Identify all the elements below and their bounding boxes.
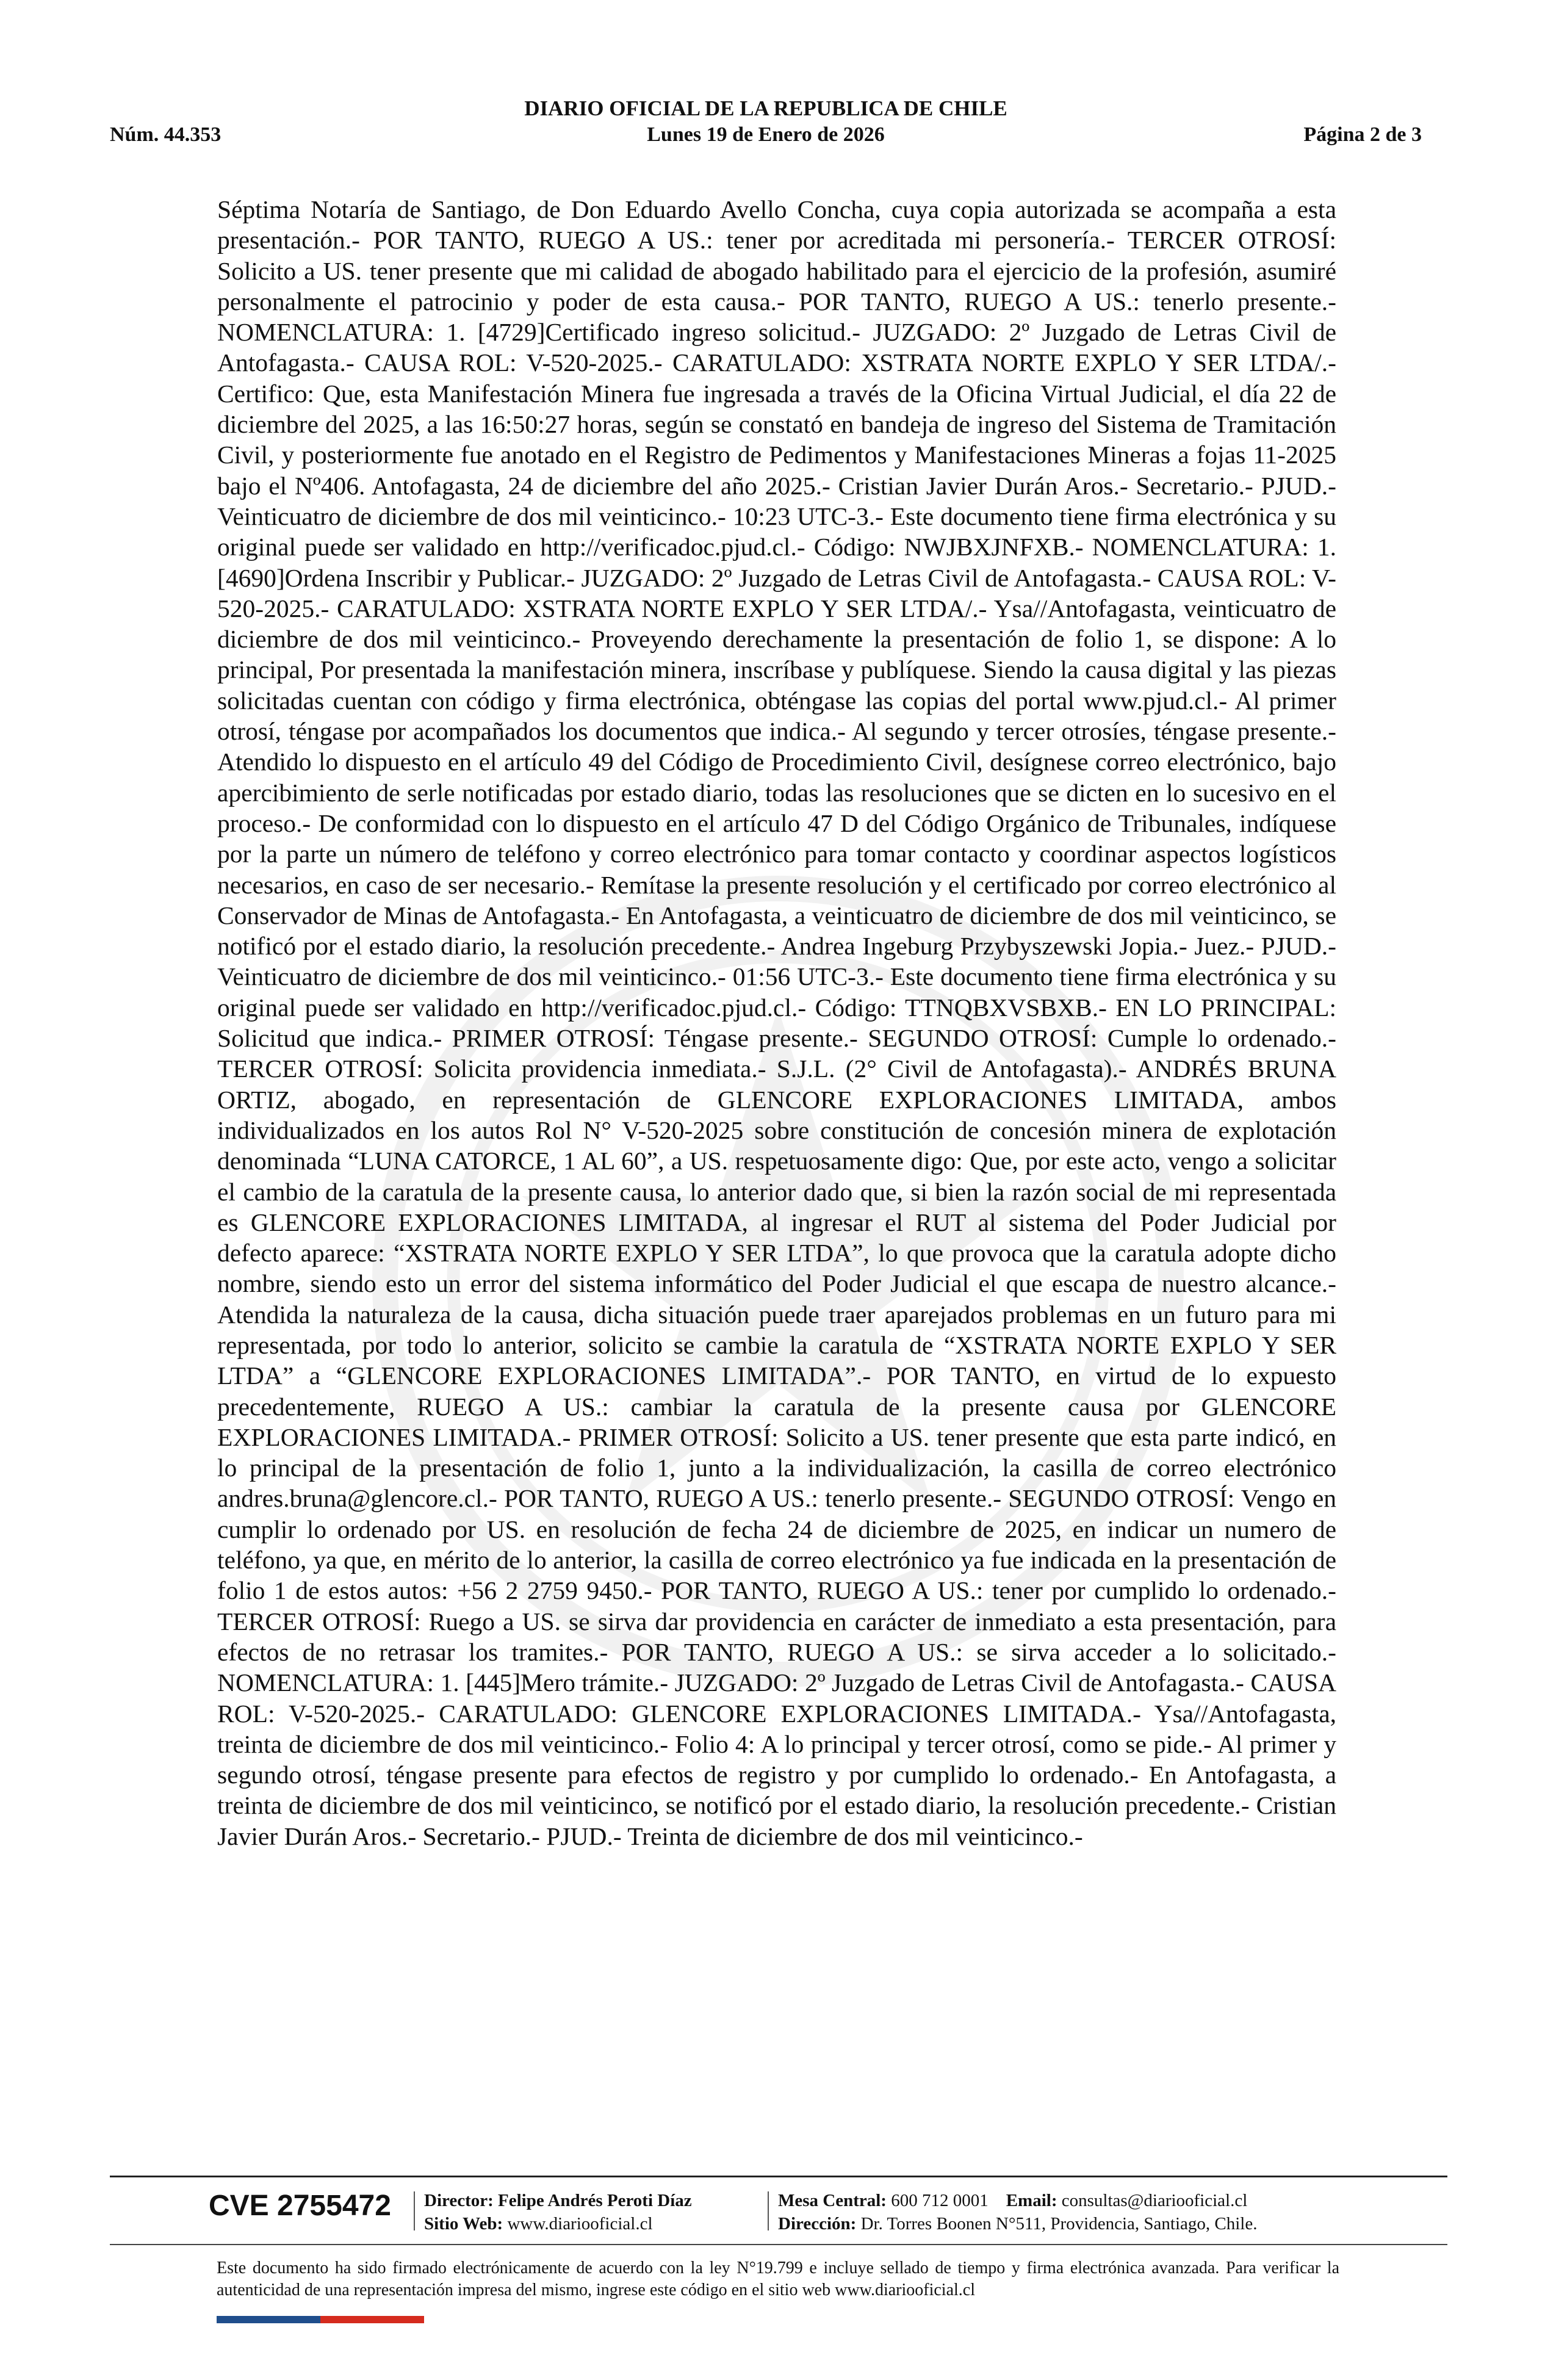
page-header [110, 92, 1422, 146]
email-link[interactable]: consultas@diariooficial.cl [1061, 2191, 1248, 2210]
phone-label: Mesa Central: [778, 2191, 887, 2210]
issue-date: Lunes 19 de Enero de 2026 [647, 123, 885, 146]
footer-separator [768, 2191, 769, 2230]
page-number: Página 2 de 3 [1303, 123, 1422, 146]
director-name: Felipe Andrés Peroti Díaz [498, 2191, 692, 2210]
website-label: Sitio Web: [424, 2214, 503, 2234]
website-link[interactable]: www.diariooficial.cl [507, 2214, 653, 2234]
email-label: Email: [1006, 2191, 1057, 2210]
cve-code: CVE 2755472 [209, 2190, 391, 2222]
flag-stripe-blue [217, 2316, 320, 2323]
footer-separator [414, 2191, 415, 2230]
publication-title: DIARIO OFICIAL DE LA REPUBLICA DE CHILE [524, 96, 1007, 120]
footer-divider [110, 2244, 1447, 2245]
document-body: Séptima Notaría de Santiago, de Don Eduardo Avello Concha, cuya copia autorizada se acompaña a esta presentación.- POR TANTO, RUEGO A US.: tener por acreditada mi personería.- TERCER OTROSÍ: Solicito a US. tener presente que mi calidad de abogado habilitado para el ejercicio de la profesión, asumiré personalmente el patrocinio y poder de esta causa.- POR TANTO, RUEGO A US.: tenerlo presente.- NOMENCLATURA: 1. [4729]Certificado ingreso solicitud.- JUZGADO: 2º Juzgado de Letras Civil de Antofagasta.- CAUSA ROL: V-520-2025.- CARATULADO: XSTRATA NORTE EXPLO Y SER LTDA/.- Certifico: Que, esta Manifestación Minera fue ingresada a través de la Oficina Virtual Judicial, el día 22 de diciembre del 2025, a las 16:50:27 horas, según se constató en bandeja de ingreso del Sistema de Tramitación Civil, y posteriormente fue anotado en el Registro de Pedimentos y Manifestaciones Mineras a fojas 11-2025 bajo el Nº406. Antofagasta, 24 de diciembre del año 2025.- Cristian Javier Durán Aros.- Secretario.- PJUD.- Veinticuatro de diciembre de dos mil veinticinco.- 10:23 UTC-3.- Este documento tiene firma electrónica y su original puede ser validado en http://verificadoc.pjud.cl.- Código: NWJBXJNFXB.- NOMENCLATURA: 1. [4690]Ordena Inscribir y Publicar.- JUZGADO: 2º Juzgado de Letras Civil de Antofagasta.- CAUSA ROL: V-520-2025.- CARATULADO: XSTRATA NORTE EXPLO Y SER LTDA/.- Ysa//Antofagasta, veinticuatro de diciembre de dos mil veinticinco.- Proveyendo derechamente la presentación de folio 1, se dispone: A lo principal, Por presentada la manifestación minera, inscríbase y publíquese. Siendo la causa digital y las piezas solicitadas cuentan con código y firma electrónica, obténgase las copias del portal www.pjud.cl.- Al primer otrosí, téngase por acompañados los documentos que indica.- Al segundo y tercer otrosíes, téngase presente.- Atendido lo dispuesto en el artículo 49 del Código de Procedimiento Civil, desígnese correo electrónico, bajo apercibimiento de serle notificadas por estado diario, todas las resoluciones que se dicten en lo sucesivo en el proceso.- De conformidad con lo dispuesto en el artículo 47 D del Código Orgánico de Tribunales, indíquese por la parte un número de teléfono y correo electrónico para tomar contacto y coordinar aspectos logísticos necesarios, en caso de ser necesario.- Remítase la presente resolución y el certificado por correo electrónico al Conservador de Minas de Antofagasta.- En Antofagasta, a veinticuatro de diciembre de dos mil veinticinco, se notificó por el estado diario, la resolución precedente.- Andrea Ingeburg Przybyszewski Jopia.- Juez.- PJUD.- Veinticuatro de diciembre de dos mil veinticinco.- 01:56 UTC-3.- Este documento tiene firma electrónica y su original puede ser validado en http://verificadoc.pjud.cl.- Código: TTNQBXVSBXB.- EN LO PRINCIPAL: Solicitud que indica.- PRIMER OTROSÍ: Téngase presente.- SEGUNDO OTROSÍ: Cumple lo ordenado.- TERCER OTROSÍ: Solicita providencia inmediata.- S.J.L. (2° Civil de Antofagasta).- ANDRÉS BRUNA ORTIZ, abogado, en representación de GLENCORE EXPLORACIONES LIMITADA, ambos individualizados en los autos Rol N° V-520-2025 sobre constitución de concesión minera de explotación denominada “LUNA CATORCE, 1 AL 60”, a US. respetuosamente digo: Que, por este acto, vengo a solicitar el cambio de la caratula de la presente causa, lo anterior dado que, si bien la razón social de mi representada es GLENCORE EXPLORACIONES LIMITADA, al ingresar el RUT al sistema del Poder Judicial por defecto aparece: “XSTRATA NORTE EXPLO Y SER LTDA”, lo que provoca que la caratula adopte dicho nombre, siendo esto un error del sistema informático del Poder Judicial el que escapa de nuestro alcance.- Atendida la naturaleza de la causa, dicha situación puede traer aparejados problemas en un futuro para mi representada, por todo lo anterior, solicito se cambie la caratula de “XSTRATA NORTE EXPLO Y SER LTDA” a “GLENCORE EXPLORACIONES LIMITADA”.- POR TANTO, en virtud de lo expuesto precedentemente, RUEGO A US.: cambiar la caratula de la presente causa por GLENCORE EXPLORACIONES LIMITADA.- PRIMER OTROSÍ: Solicito a US. tener presente que esta parte indicó, en lo principal de la presentación de folio 1, junto a la individualización, la casilla de correo electrónico andres.bruna@glencore.cl.- POR TANTO, RUEGO A US.: tenerlo presente.- SEGUNDO OTROSÍ: Vengo en cumplir lo ordenado por US. en resolución de fecha 24 de diciembre de 2025, en indicar un numero de teléfono, ya que, en mérito de lo anterior, la casilla de correo electrónico ya fue indicada en la presentación de folio 1 de estos autos: +56 2 2759 9450.- POR TANTO, RUEGO A US.: tener por cumplido lo ordenado.- TERCER OTROSÍ: Ruego a US. se sirva dar providencia en carácter de inmediato a esta presentación, para efectos de no retrasar los tramites.- POR TANTO, RUEGO A US.: se sirva acceder a lo solicitado.- NOMENCLATURA: 1. [445]Mero trámite.- JUZGADO: 2º Juzgado de Letras Civil de Antofagasta.- CAUSA ROL: V-520-2025.- CARATULADO: GLENCORE EXPLORACIONES LIMITADA.- Ysa//Antofagasta, treinta de diciembre de dos mil veinticinco.- Folio 4: A lo principal y tercer otrosí, como se pide.- Al primer y segundo otrosí, téngase presente para efectos de registro y por cumplido lo ordenado.- En Antofagasta, a treinta de diciembre de dos mil veinticinco, se notificó por el estado diario, la resolución precedente.- Cristian Javier Durán Aros.- Secretario.- PJUD.- Treinta de diciembre de dos mil veinticinco.- [217, 195, 1336, 1850]
director-block [424, 2189, 692, 2235]
legal-notice: Este documento ha sido firmado electrónicamente de acuerdo con la ley N°19.799 e incluye sellado de tiempo y firma electrónica avanzada. Para verificar la autenticidad de una representación impresa del mismo, ingrese este código en el sitio web www.diariooficial.cl [217, 2259, 1339, 2299]
contact-block [778, 2189, 1257, 2235]
director-label: Director: [424, 2191, 494, 2210]
issue-number: Núm. 44.353 [110, 123, 222, 146]
flag-stripe-red [320, 2316, 424, 2323]
address: Dr. Torres Boonen N°511, Providencia, Santiago, Chile. [860, 2214, 1258, 2234]
phone-number: 600 712 0001 [891, 2191, 989, 2210]
page-footer [110, 2176, 1447, 2334]
footer-divider [110, 2176, 1447, 2177]
address-label: Dirección: [778, 2214, 857, 2234]
